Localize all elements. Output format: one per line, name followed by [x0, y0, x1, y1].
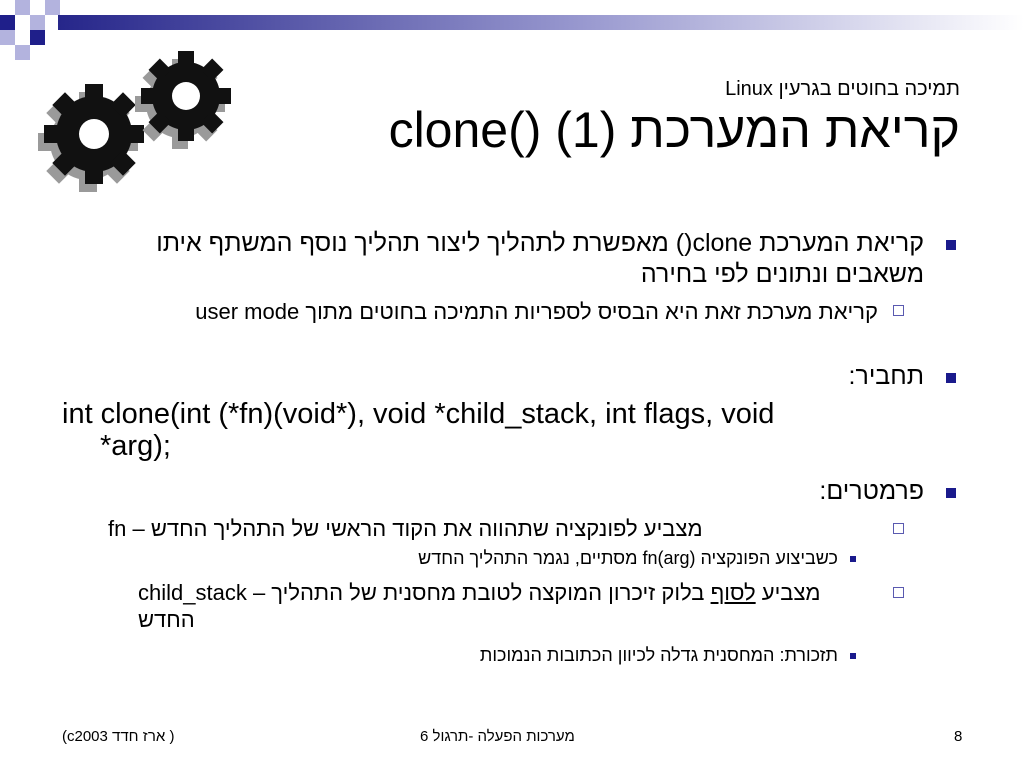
small-square-bullet-icon	[850, 556, 856, 562]
square-bullet-icon	[946, 488, 956, 498]
footer-author: ( ארז חדד c2003)	[62, 728, 175, 745]
clone-signature-line1: int clone(int (*fn)(void*), void *child_stack, int flags, void	[62, 398, 775, 430]
square-bullet-icon	[946, 373, 956, 383]
sub-bullet-user-mode: קריאת מערכת זאת היא הבסיס לספריות התמיכה בחוטים מתוך user mode	[195, 299, 878, 324]
param-fn: fn – מצביע לפונקציה שתהווה את הקוד הראשי של התהליך החדש	[108, 516, 703, 541]
clone-signature	[62, 398, 922, 462]
footer-course: מערכות הפעלה -תרגול 6	[420, 728, 575, 745]
hollow-square-bullet-icon	[893, 587, 904, 598]
bullet-syntax: תחביר:	[848, 362, 924, 390]
footer-page-number: 8	[954, 728, 963, 745]
hollow-square-bullet-icon	[893, 305, 904, 316]
param-child-stack-underlined: לסוף	[710, 580, 756, 605]
hollow-square-bullet-icon	[893, 523, 904, 534]
param-child-stack	[138, 579, 878, 633]
slide-title: קריאת המערכת clone() (1)	[388, 102, 960, 158]
param-child-stack-after: בלוק זיכרון המוקצה לטובת מחסנית של התהליך החדש	[138, 580, 711, 632]
param-fn-note: כשביצוע הפונקציה fn(arg) מסתיים, נגמר התהליך החדש	[418, 548, 838, 568]
bullet-parameters: פרמטרים:	[819, 477, 924, 505]
param-child-stack-before: child_stack – מצביע	[138, 580, 821, 605]
small-square-bullet-icon	[850, 653, 856, 659]
param-child-stack-note: תזכורת: המחסנית גדלה לכיוון הכתובות הנמוכות	[479, 645, 838, 665]
clone-signature-line2: *arg);	[100, 430, 171, 462]
bullet-clone-description: קריאת המערכת clone() מאפשרת לתהליך ליצור תהליך נוסף המשתף איתו משאבים ונתונים לפי בחירה	[156, 229, 924, 288]
square-bullet-icon	[946, 240, 956, 250]
slide-subtitle: תמיכה בחוטים בגרעין Linux	[725, 78, 960, 100]
